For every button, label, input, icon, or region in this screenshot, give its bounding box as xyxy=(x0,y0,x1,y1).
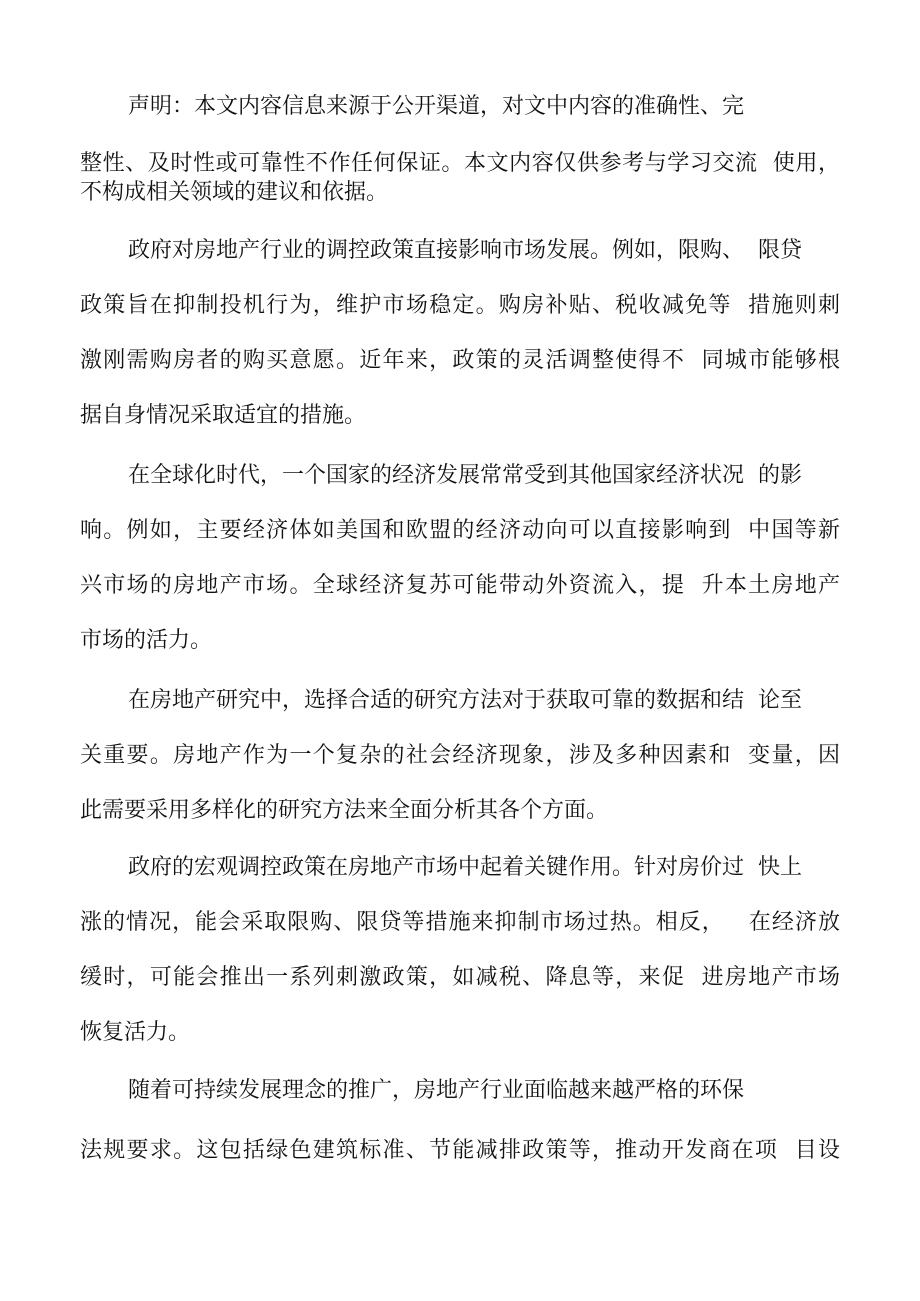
paragraph-3-line-2: 关重要。房地产作为一个复杂的社会经济现象，涉及多种因素和 变量，因 xyxy=(80,743,840,768)
paragraph-2-line-3: 兴市场的房地产市场。全球经济复苏可能带动外资流入，提 升本土房地产 xyxy=(80,573,840,598)
paragraph-5-line-2: 法规要求。这包括绿色建筑标准、节能减排政策等，推动开发商在项 目设 xyxy=(80,1138,840,1163)
paragraph-3-line-3: 此需要采用多样化的研究方法来全面分析其各个方面。 xyxy=(80,798,609,823)
paragraph-2-line-1: 在全球化时代，一个国家的经济发展常常受到其他国家经济状况 的影 xyxy=(128,463,802,488)
paragraph-5-line-1: 随着可持续发展理念的推广，房地产行业面临越来越严格的环保 xyxy=(128,1078,745,1103)
disclaimer-line-3: 不构成相关领域的建议和依据。 xyxy=(80,180,389,205)
paragraph-1-line-1: 政府对房地产行业的调控政策直接影响市场发展。例如，限购、 限贷 xyxy=(128,238,802,263)
paragraph-4-line-4: 恢复活力。 xyxy=(80,1020,191,1045)
paragraph-3-line-1: 在房地产研究中，选择合适的研究方法对于获取可靠的数据和结 论至 xyxy=(128,688,802,713)
paragraph-4-line-3: 缓时，可能会推出一系列刺激政策，如减税、降息等，来促 进房地产市场 xyxy=(80,965,840,990)
paragraph-2-line-4: 市场的活力。 xyxy=(80,628,213,653)
paragraph-1-line-2: 政策旨在抑制投机行为，维护市场稳定。购房补贴、税收减免等 措施则刺 xyxy=(80,293,840,318)
paragraph-2-line-2: 响。例如，主要经济体如美国和欧盟的经济动向可以直接影响到 中国等新 xyxy=(80,518,840,543)
paragraph-1-line-4: 据自身情况采取适宜的措施。 xyxy=(80,403,367,428)
paragraph-4-line-2: 涨的情况，能会采取限购、限贷等措施来抑制市场过热。相反， 在经济放 xyxy=(80,910,840,935)
paragraph-1-line-3: 激刚需购房者的购买意愿。近年来，政策的灵活调整使得不 同城市能够根 xyxy=(80,348,840,373)
paragraph-4-line-1: 政府的宏观调控政策在房地产市场中起着关键作用。针对房价过 快上 xyxy=(128,855,802,880)
disclaimer-line-1: 声明：本文内容信息来源于公开渠道，对文中内容的准确性、完 xyxy=(128,94,745,119)
disclaimer-line-2: 整性、及时性或可靠性不作任何保证。本文内容仅供参考与学习交流 使用， xyxy=(80,151,840,176)
